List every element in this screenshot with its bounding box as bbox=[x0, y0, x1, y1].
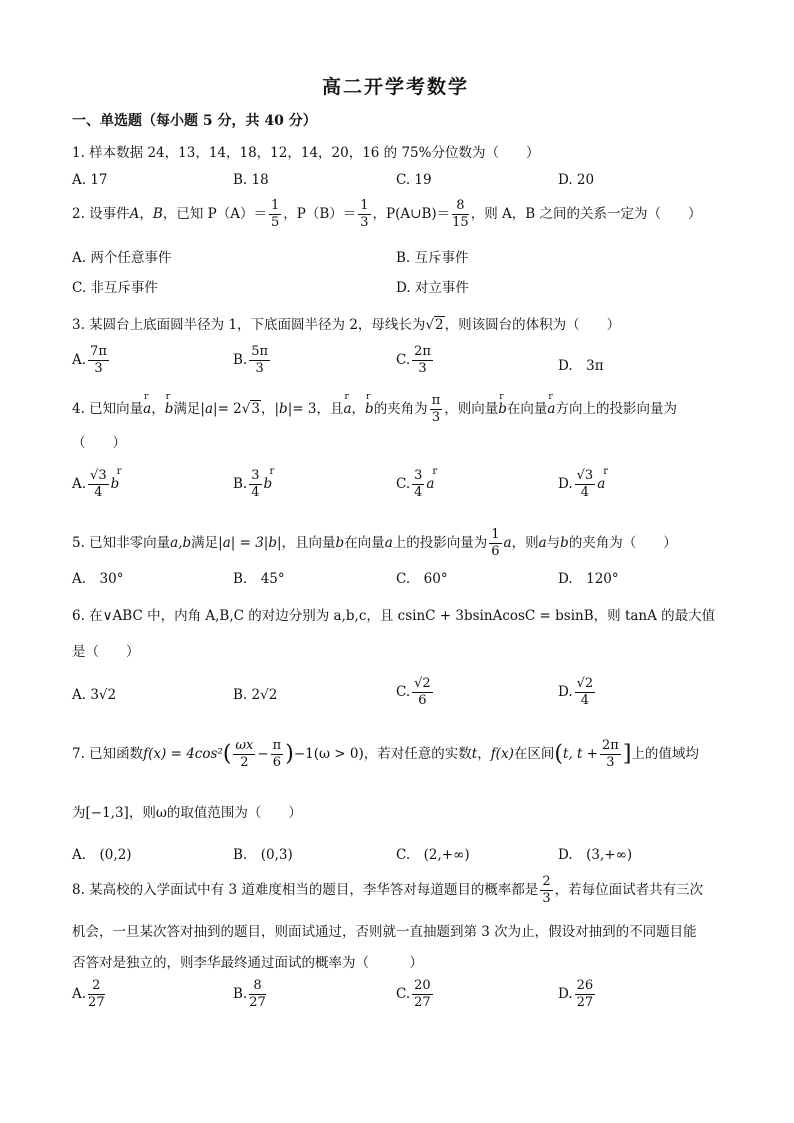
q3-option-d[interactable]: D. 3π bbox=[558, 358, 604, 374]
q6-option-b[interactable]: B. 2√2 bbox=[233, 687, 278, 703]
q4-option-a[interactable]: A. $\frac{√3}{4}$ r b bbox=[72, 466, 122, 500]
q2-option-d[interactable]: D. 对立事件 bbox=[396, 280, 469, 296]
q1-option-c[interactable]: C. 19 bbox=[396, 172, 432, 188]
q1-option-a[interactable]: A. 17 bbox=[72, 172, 108, 188]
question-3-stem: 3. 某圆台上底面圆半径为 1，下底面圆半径为 2，母线长为√2，则该圆台的体积为（ ） bbox=[72, 317, 621, 333]
question-2-stem: 2. 设事件A，B，已知 P（A）＝ $\frac{1}{5}$ ，P（B）＝ $\frac{1}{3}$ ，P(A∪B)＝ $\frac{8}{15}$ ，则 A，B 之间的关系一定为（ ） bbox=[72, 198, 702, 230]
q7-option-d[interactable]: D. (3,+∞) bbox=[558, 847, 633, 863]
question-4-stem: 4. 已知向量 r a， r b满足|a|= 2√3，|b|= 3，且 r a， r b的夹角为 $\frac{\pi}{3}$ ，则向量 r b在向量 r a方向上的投影向量为 bbox=[72, 392, 677, 425]
q5-option-c[interactable]: C. 60° bbox=[396, 571, 448, 587]
q2-option-b[interactable]: B. 互斥事件 bbox=[396, 250, 469, 266]
q1-option-d[interactable]: D. 20 bbox=[558, 172, 595, 188]
q6-option-a[interactable]: A. 3√2 bbox=[72, 687, 117, 703]
question-8-stem-3: 否答对是独立的，则李华最终通过面试的概率为（ ） bbox=[72, 955, 423, 971]
q2-option-c[interactable]: C. 非互斥事件 bbox=[72, 280, 158, 296]
question-6-stem: 6. 在∨ABC 中，内角 A,B,C 的对边分别为 a,b,c，且 csinC + 3bsinAcosC = bsinB，则 tanA 的最大值 bbox=[72, 608, 716, 624]
question-5-stem: 5. 已知非零向量a,b满足|a| = 3|b|，且向量b在向量a上的投影向量为 $\frac{1}{6}$ a，则a与b的夹角为（ ） bbox=[72, 527, 677, 559]
question-7-stem: 7. 已知函数f(x) = 4cos²( $\frac{\omega x}{2}$ − $\frac{\pi}{6}$ )−1(ω > 0)，若对任意的实数t，f(x)在区间(t, t + $\frac{2\pi}{3}$ ]上的值域均 bbox=[72, 738, 699, 770]
question-4-paren: （ ） bbox=[72, 435, 126, 451]
q2-option-a[interactable]: A. 两个任意事件 bbox=[72, 250, 172, 266]
page-title: 高二开学考数学 bbox=[322, 76, 470, 98]
q5-option-b[interactable]: B. 45° bbox=[233, 571, 285, 587]
fraction: $\frac{8}{15}$ bbox=[452, 198, 469, 230]
fraction: $\frac{1}{5}$ bbox=[270, 198, 280, 230]
q7-option-b[interactable]: B. (0,3) bbox=[233, 847, 293, 863]
section-heading: 一、单选题（每小题 5 分，共 40 分） bbox=[72, 113, 317, 129]
question-7-stem-2: 为[−1,3]，则ω的取值范围为（ ） bbox=[72, 805, 302, 821]
q3-option-b[interactable]: B. $\frac{5\pi}{3}$ bbox=[233, 344, 269, 376]
q8-option-d[interactable]: D. $\frac{26}{27}$ bbox=[558, 978, 594, 1010]
q8-option-a[interactable]: A. $\frac{2}{27}$ bbox=[72, 978, 105, 1010]
fraction: $\frac{1}{3}$ bbox=[360, 198, 369, 230]
sqrt-expression: √2 bbox=[425, 317, 444, 333]
q6-option-c[interactable]: C. $\frac{√2}{6}$ bbox=[396, 676, 431, 708]
q5-option-d[interactable]: D. 120° bbox=[558, 571, 619, 587]
question-6-stem-2: 是（ ） bbox=[72, 644, 140, 660]
q7-option-a[interactable]: A. (0,2) bbox=[72, 847, 132, 863]
q4-option-b[interactable]: B. $\frac{3}{4}$ r b bbox=[233, 466, 275, 500]
q7-option-c[interactable]: C. (2,+∞) bbox=[396, 847, 470, 863]
q4-option-c[interactable]: C. $\frac{3}{4}$ r a bbox=[396, 466, 438, 500]
q8-option-c[interactable]: C. $\frac{20}{27}$ bbox=[396, 978, 431, 1010]
q4-option-d[interactable]: D. $\frac{√3}{4}$ r a bbox=[558, 466, 608, 500]
q3-option-a[interactable]: A. $\frac{7\pi}{3}$ bbox=[72, 344, 107, 376]
q1-option-b[interactable]: B. 18 bbox=[233, 172, 269, 188]
q6-option-d[interactable]: D. $\frac{√2}{4}$ bbox=[558, 676, 594, 708]
question-8-stem-2: 机会，一旦某次答对抽到的题目，则面试通过，否则就一直抽题到第 3 次为止，假设对抽到的不同题目能 bbox=[72, 924, 697, 940]
q8-option-b[interactable]: B. $\frac{8}{27}$ bbox=[233, 978, 266, 1010]
question-1-stem: 1. 样本数据 24，13，14，18，12，14，20，16 的 75%分位数为（ ） bbox=[72, 145, 540, 161]
q5-option-a[interactable]: A. 30° bbox=[72, 571, 124, 587]
q3-option-c[interactable]: C. $\frac{2\pi}{3}$ bbox=[396, 344, 431, 376]
question-8-stem: 8. 某高校的入学面试中有 3 道难度相当的题目，李华答对每道题目的概率都是 $\frac{2}{3}$ ，若每位面试者共有三次 bbox=[72, 874, 704, 906]
